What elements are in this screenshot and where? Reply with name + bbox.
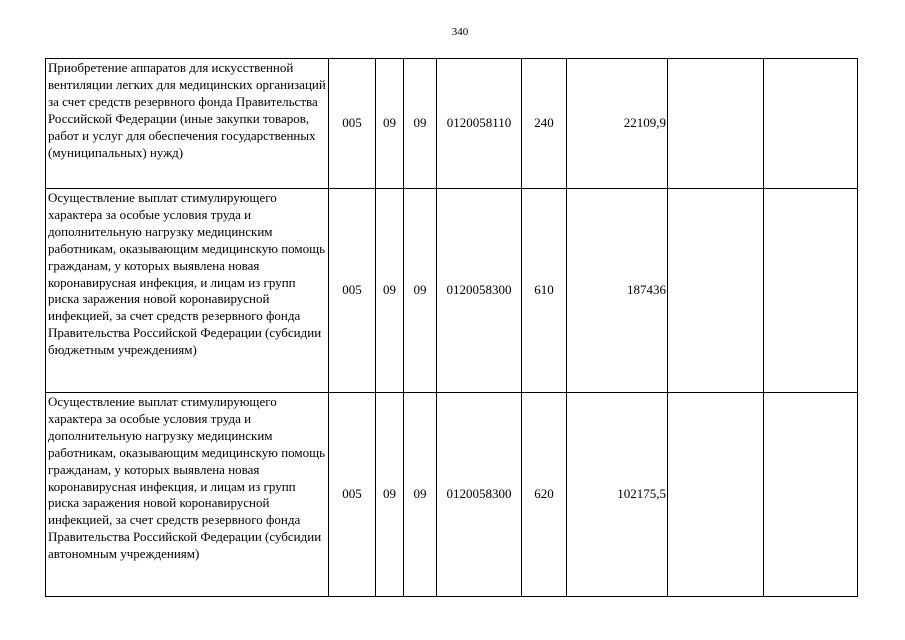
table-row	[46, 393, 858, 597]
extra-cell-2	[764, 393, 858, 597]
page-number: 340	[451, 26, 469, 38]
extra-cell-1	[668, 189, 764, 393]
budget-table	[45, 58, 858, 597]
target-article-code: 0120058300	[437, 393, 522, 597]
amount-cell: 187436	[567, 189, 668, 393]
ministry-code: 005	[329, 59, 376, 189]
subsection-code: 09	[404, 393, 437, 597]
extra-cell-2	[764, 59, 858, 189]
extra-cell-1	[668, 59, 764, 189]
amount-cell: 22109,9	[567, 59, 668, 189]
section-code: 09	[376, 393, 404, 597]
ministry-code: 005	[329, 189, 376, 393]
expense-type-code: 240	[522, 59, 567, 189]
subsection-code: 09	[404, 189, 437, 393]
expense-type-code: 610	[522, 189, 567, 393]
expense-type-code: 620	[522, 393, 567, 597]
extra-cell-2	[764, 189, 858, 393]
section-code: 09	[376, 189, 404, 393]
subsection-code: 09	[404, 59, 437, 189]
row-description: Осуществление выплат стимулирующего характера за особые условия труда и дополнительную нагрузку медицинским работникам, оказывающим медицинскую помощь гражданам, у которых выявлена новая коронавирусная инфекция, и лицам из групп риска заражения новой коронавирусной инфекцией, за счет средств резервного фонда Правительства Российской Федерации (субсидии автономным учреждениям)	[46, 393, 329, 597]
row-description: Осуществление выплат стимулирующего характера за особые условия труда и дополнительную нагрузку медицинским работникам, оказывающим медицинскую помощь гражданам, у которых выявлена новая коронавирусная инфекция, и лицам из групп риска заражения новой коронавирусной инфекцией, за счет средств резервного фонда Правительства Российской Федерации (субсидии бюджетным учреждениям)	[46, 189, 329, 393]
table-row	[46, 59, 858, 189]
extra-cell-1	[668, 393, 764, 597]
ministry-code: 005	[329, 393, 376, 597]
row-description: Приобретение аппаратов для искусственной вентиляции легких для медицинских организаций за счет средств резервного фонда Правительства Российской Федерации (иные закупки товаров, работ и услуг для обеспечения государственных (муниципальных) нужд)	[46, 59, 329, 189]
target-article-code: 0120058300	[437, 189, 522, 393]
amount-cell: 102175,5	[567, 393, 668, 597]
table-row	[46, 189, 858, 393]
target-article-code: 0120058110	[437, 59, 522, 189]
section-code: 09	[376, 59, 404, 189]
